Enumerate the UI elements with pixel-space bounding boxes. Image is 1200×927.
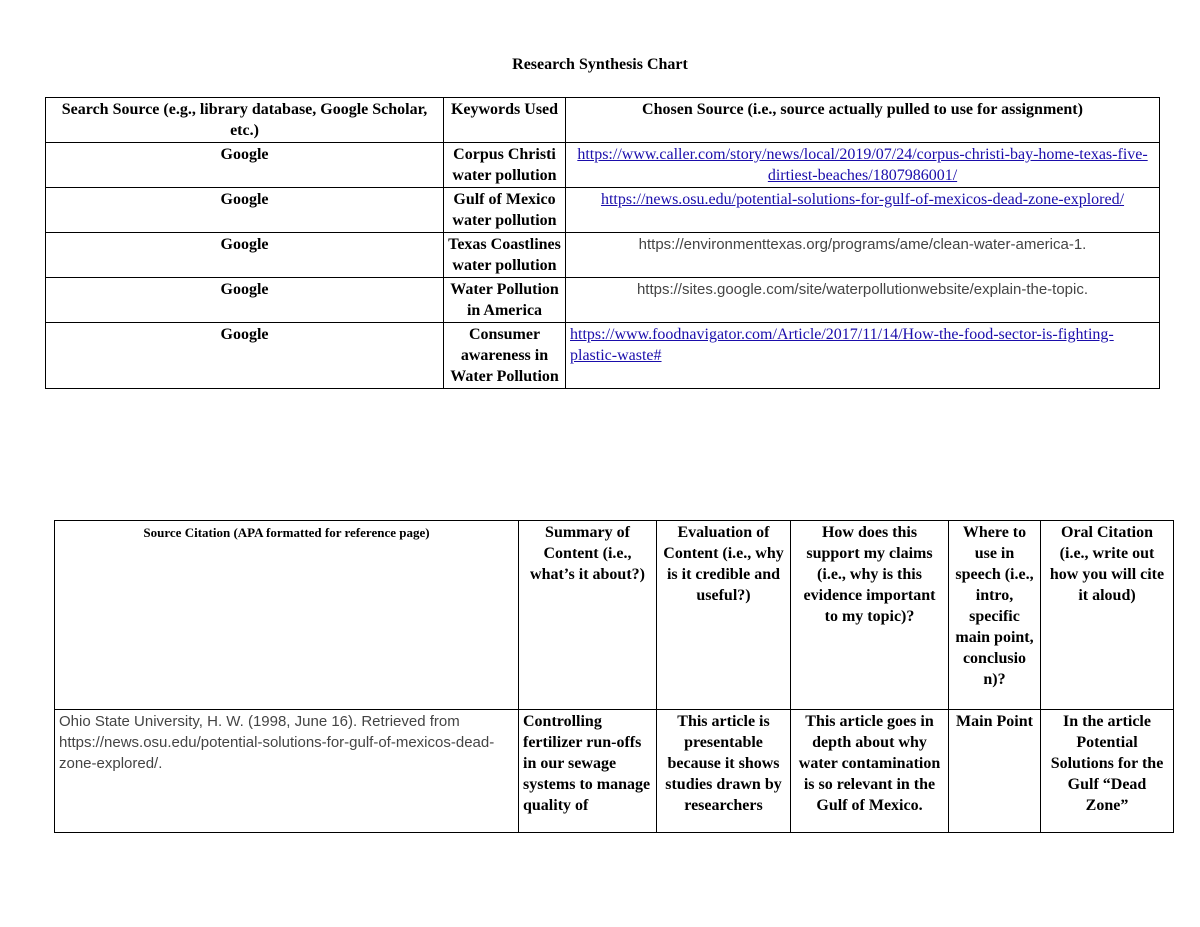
chosen-source-cell: [566, 143, 1160, 188]
source-link[interactable]: https://www.foodnavigator.com/Article/2017/11/14/How-the-food-sector-is-fighting-plastic-waste#: [570, 326, 1114, 364]
search-source-cell: Google: [46, 233, 444, 278]
table-row: [55, 710, 1174, 833]
source-link[interactable]: https://news.osu.edu/potential-solutions-for-gulf-of-mexicos-dead-zone-explored/: [600, 191, 1125, 208]
chosen-source-cell: https://sites.google.com/site/waterpollutionwebsite/explain-the-topic.: [566, 278, 1160, 323]
header-source-citation: Source Citation (APA formatted for reference page): [55, 521, 519, 710]
chosen-source-cell: https://environmenttexas.org/programs/ame/clean-water-america-1.: [566, 233, 1160, 278]
table-header-row: [46, 98, 1160, 143]
header-summary: Summary of Content (i.e., what’s it about?): [519, 521, 657, 710]
keywords-cell: Consumer awareness in Water Pollution: [444, 323, 566, 389]
search-source-cell: Google: [46, 278, 444, 323]
support-cell: This article goes in depth about why water contamination is so relevant in the Gulf of Mexico.: [791, 710, 949, 833]
keywords-cell: Corpus Christi water pollution: [444, 143, 566, 188]
table-row: [46, 188, 1160, 233]
table-header-row: [55, 521, 1174, 710]
table-row: [46, 323, 1160, 389]
oral-citation-cell: In the article Potential Solutions for the Gulf “Dead Zone”: [1041, 710, 1174, 833]
header-chosen-source: Chosen Source (i.e., source actually pulled to use for assignment): [566, 98, 1160, 143]
where-cell: Main Point: [949, 710, 1041, 833]
search-source-cell: Google: [46, 143, 444, 188]
summary-cell: Controlling fertilizer run-offs in our sewage systems to manage quality of: [519, 710, 657, 833]
table-row: [46, 233, 1160, 278]
chosen-source-cell: [566, 323, 1160, 389]
header-search-source: Search Source (e.g., library database, Google Scholar, etc.): [46, 98, 444, 143]
research-sources-table: [45, 97, 1160, 389]
header-oral-citation: Oral Citation (i.e., write out how you will cite it aloud): [1041, 521, 1174, 710]
header-evaluation: Evaluation of Content (i.e., why is it credible and useful?): [657, 521, 791, 710]
header-keywords: Keywords Used: [444, 98, 566, 143]
source-analysis-table: [54, 520, 1174, 833]
page-title: Research Synthesis Chart: [512, 56, 688, 73]
evaluation-cell: This article is presentable because it shows studies drawn by researchers: [657, 710, 791, 833]
source-link[interactable]: https://www.caller.com/story/news/local/2019/07/24/corpus-christi-bay-home-texas-five-dirtiest-beaches/1807986001/: [577, 146, 1148, 184]
chosen-source-cell: [566, 188, 1160, 233]
header-support-claims: How does this support my claims (i.e., why is this evidence important to my topic)?: [791, 521, 949, 710]
keywords-cell: Gulf of Mexico water pollution: [444, 188, 566, 233]
search-source-cell: Google: [46, 188, 444, 233]
table-row: [46, 278, 1160, 323]
search-source-cell: Google: [46, 323, 444, 389]
keywords-cell: Texas Coastlines water pollution: [444, 233, 566, 278]
header-where-to-use: Where to use in speech (i.e., intro, specific main point, conclusio n)?: [949, 521, 1041, 710]
source-citation-cell: Ohio State University, H. W. (1998, June 16). Retrieved from https://news.osu.edu/potential-solutions-for-gulf-of-mexicos-dead-zone-explored/.: [55, 710, 519, 833]
table-row: [46, 143, 1160, 188]
keywords-cell: Water Pollution in America: [444, 278, 566, 323]
